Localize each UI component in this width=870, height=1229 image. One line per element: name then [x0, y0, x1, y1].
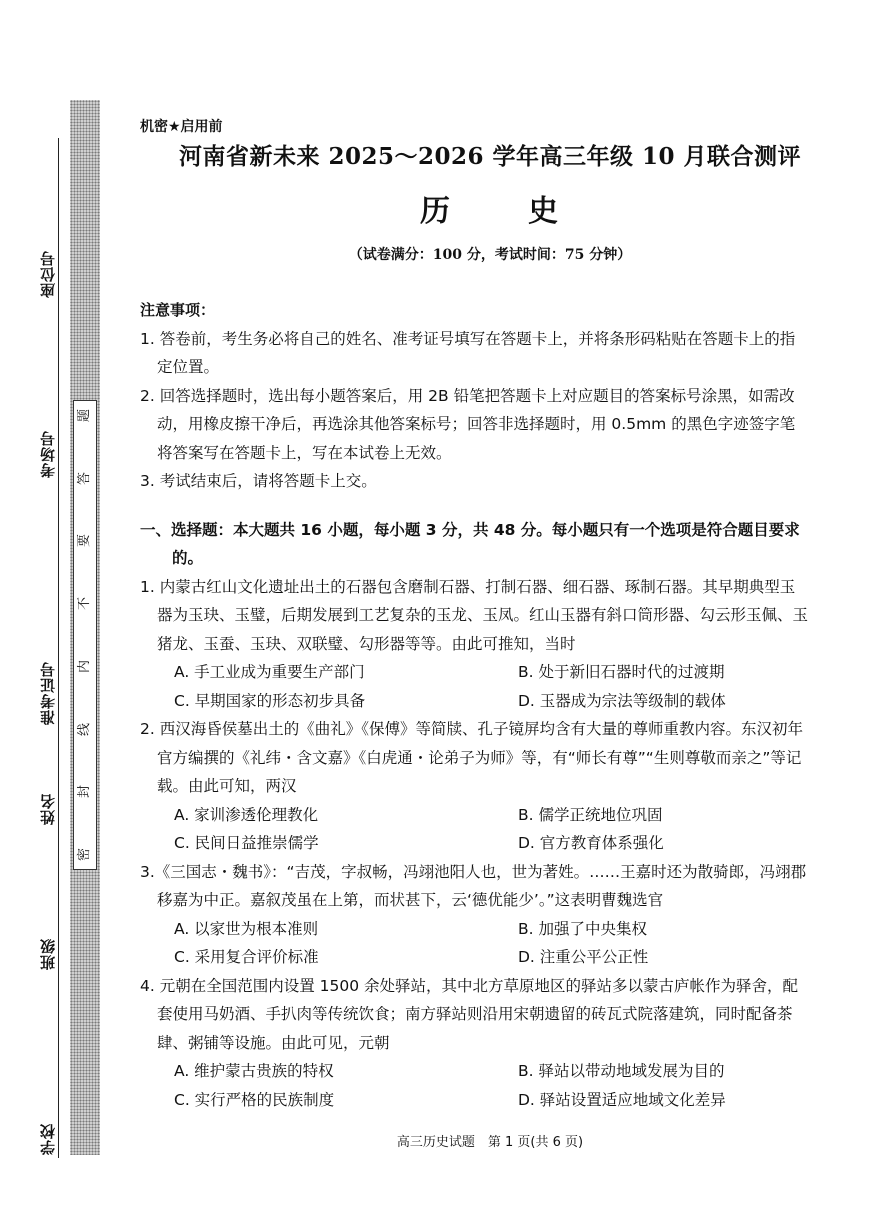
seal-line-notice	[73, 400, 97, 870]
exam-room-field[interactable]	[36, 308, 58, 478]
name-field[interactable]	[36, 735, 58, 825]
admission-number-field[interactable]	[36, 495, 58, 725]
subject-title	[120, 186, 860, 230]
option-a: A. 家训渗透伦理教化	[174, 805, 319, 824]
seal-char: 密	[77, 847, 93, 861]
question-stem: 1. 内蒙古红山文化遗址出土的石器包含磨制石器、打制石器、细石器、琢制石器。其早期典型玉器为玉玦、玉璧，后期发展到工艺复杂的玉龙、玉凤。红山玉器有斜口筒形器、勾云形玉佩、玉猪龙、玉蚕、玉玦、双联璧、勾形器等等。由此可推知，当时	[140, 577, 809, 653]
option-c: C. 实行严格的民族制度	[174, 1090, 335, 1109]
option-a: A. 维护蒙古贵族的特权	[174, 1062, 334, 1080]
page-footer: 高三历史试题 第 1 页(共 6 页)	[396, 1135, 584, 1150]
exam-info: （试卷满分：100 分，考试时间：75 分钟）	[348, 247, 632, 263]
exam-title: 河南省新未来 2025～2026 学年高三年级 10 月联合测评	[178, 143, 802, 170]
admission-number-label: 准考证号	[38, 661, 57, 725]
option-c: C. 民间日益推崇儒学	[174, 834, 319, 852]
question-1	[140, 573, 808, 716]
binding-line	[58, 138, 59, 1158]
notice-item: 2. 回答选择题时，选出每小题答案后，用 2B 铅笔把答题卡上对应题目的答案标号涂黑，如需改动，用橡皮擦干净后，再选涂其他答案标号；回答非选择题时，用 0.5mm 的黑色字迹签字笔将答案写在答题卡上，写在本试卷上无效。	[140, 386, 796, 462]
seal-char: 要	[77, 534, 93, 548]
option-a: A. 以家世为根本准则	[174, 919, 319, 938]
school-label: 学校	[38, 1123, 57, 1155]
option-b: B. 加强了中央集权	[518, 919, 647, 938]
seal-char: 答	[77, 471, 93, 485]
question-options	[140, 1057, 808, 1114]
option-d: D. 注重公平公正性	[518, 948, 649, 966]
seal-char: 题	[77, 408, 93, 423]
option-d: D. 玉器成为宗法等级制的载体	[518, 691, 726, 710]
class-label: 班级	[38, 938, 57, 970]
question-2	[140, 715, 808, 858]
seal-char: 不	[77, 597, 93, 611]
seat-number-label: 座位号	[38, 250, 57, 298]
exam-room-label: 考场号	[38, 430, 57, 478]
notice-item: 3. 考试结束后，请将答题卡上交。	[140, 472, 377, 490]
question-stem: 3.《三国志・魏书》：“吉茂，字叔畅，冯翊池阳人也，世为著姓。……王嘉时还为散骑郎，冯翊郡移嘉为中正。嘉叙茂虽在上第，而状甚下，云‘德优能少’。”这表明曹魏选官	[140, 862, 807, 909]
exam-content	[140, 296, 808, 1114]
option-b: B. 驿站以带动地域发展为目的	[518, 1062, 725, 1080]
subject-char: 历	[420, 194, 452, 229]
name-label: 姓名	[38, 793, 57, 825]
question-options	[140, 658, 808, 715]
option-b: B. 儒学正统地位巩固	[518, 805, 663, 824]
seat-number-field[interactable]	[36, 138, 58, 298]
notice-heading: 注意事项：	[140, 301, 216, 319]
option-d: D. 驿站设置适应地域文化差异	[518, 1090, 726, 1109]
confidential-mark: 机密★启用前	[140, 119, 223, 135]
option-a: A. 手工业成为重要生产部门	[174, 663, 365, 681]
question-3	[140, 858, 808, 972]
option-c: C. 早期国家的形态初步具备	[174, 691, 366, 710]
seal-char: 内	[77, 659, 93, 673]
seal-char: 线	[77, 722, 93, 736]
subject-char: 史	[528, 194, 560, 229]
question-stem: 2. 西汉海昏侯墓出土的《曲礼》《保傅》等简牍、孔子镜屏均含有大量的尊师重教内容。东汉初年官方编撰的《礼纬・含文嘉》《白虎通・论弟子为师》等，有“师长有尊”“生则尊敬而亲之”等记载。由此可知，两汉	[140, 720, 803, 795]
section-heading: 一、选择题：本大题共 16 小题，每小题 3 分，共 48 分。每小题只有一个选项是符合题目要求的。	[140, 520, 800, 567]
school-field[interactable]	[36, 1005, 58, 1155]
question-stem: 4. 元朝在全国范围内设置 1500 余处驿站，其中北方草原地区的驿站多以蒙古庐帐作为驿舍，配套使用马奶酒、手扒肉等传统饮食；南方驿站则沿用宋朝遗留的砖瓦式院落建筑，同时配备茶肆、粥铺等设施。由此可见，元朝	[140, 976, 799, 1052]
option-b: B. 处于新旧石器时代的过渡期	[518, 663, 725, 681]
class-field[interactable]	[36, 860, 58, 970]
question-options	[140, 915, 808, 972]
notice-item: 1. 答卷前，考生务必将自己的姓名、准考证号填写在答题卡上，并将条形码粘贴在答题卡上的指定位置。	[140, 329, 796, 376]
option-d: D. 官方教育体系强化	[518, 834, 664, 852]
option-c: C. 采用复合评价标准	[174, 948, 319, 966]
question-options	[140, 801, 808, 858]
question-4	[140, 972, 808, 1115]
seal-char: 封	[77, 785, 93, 799]
